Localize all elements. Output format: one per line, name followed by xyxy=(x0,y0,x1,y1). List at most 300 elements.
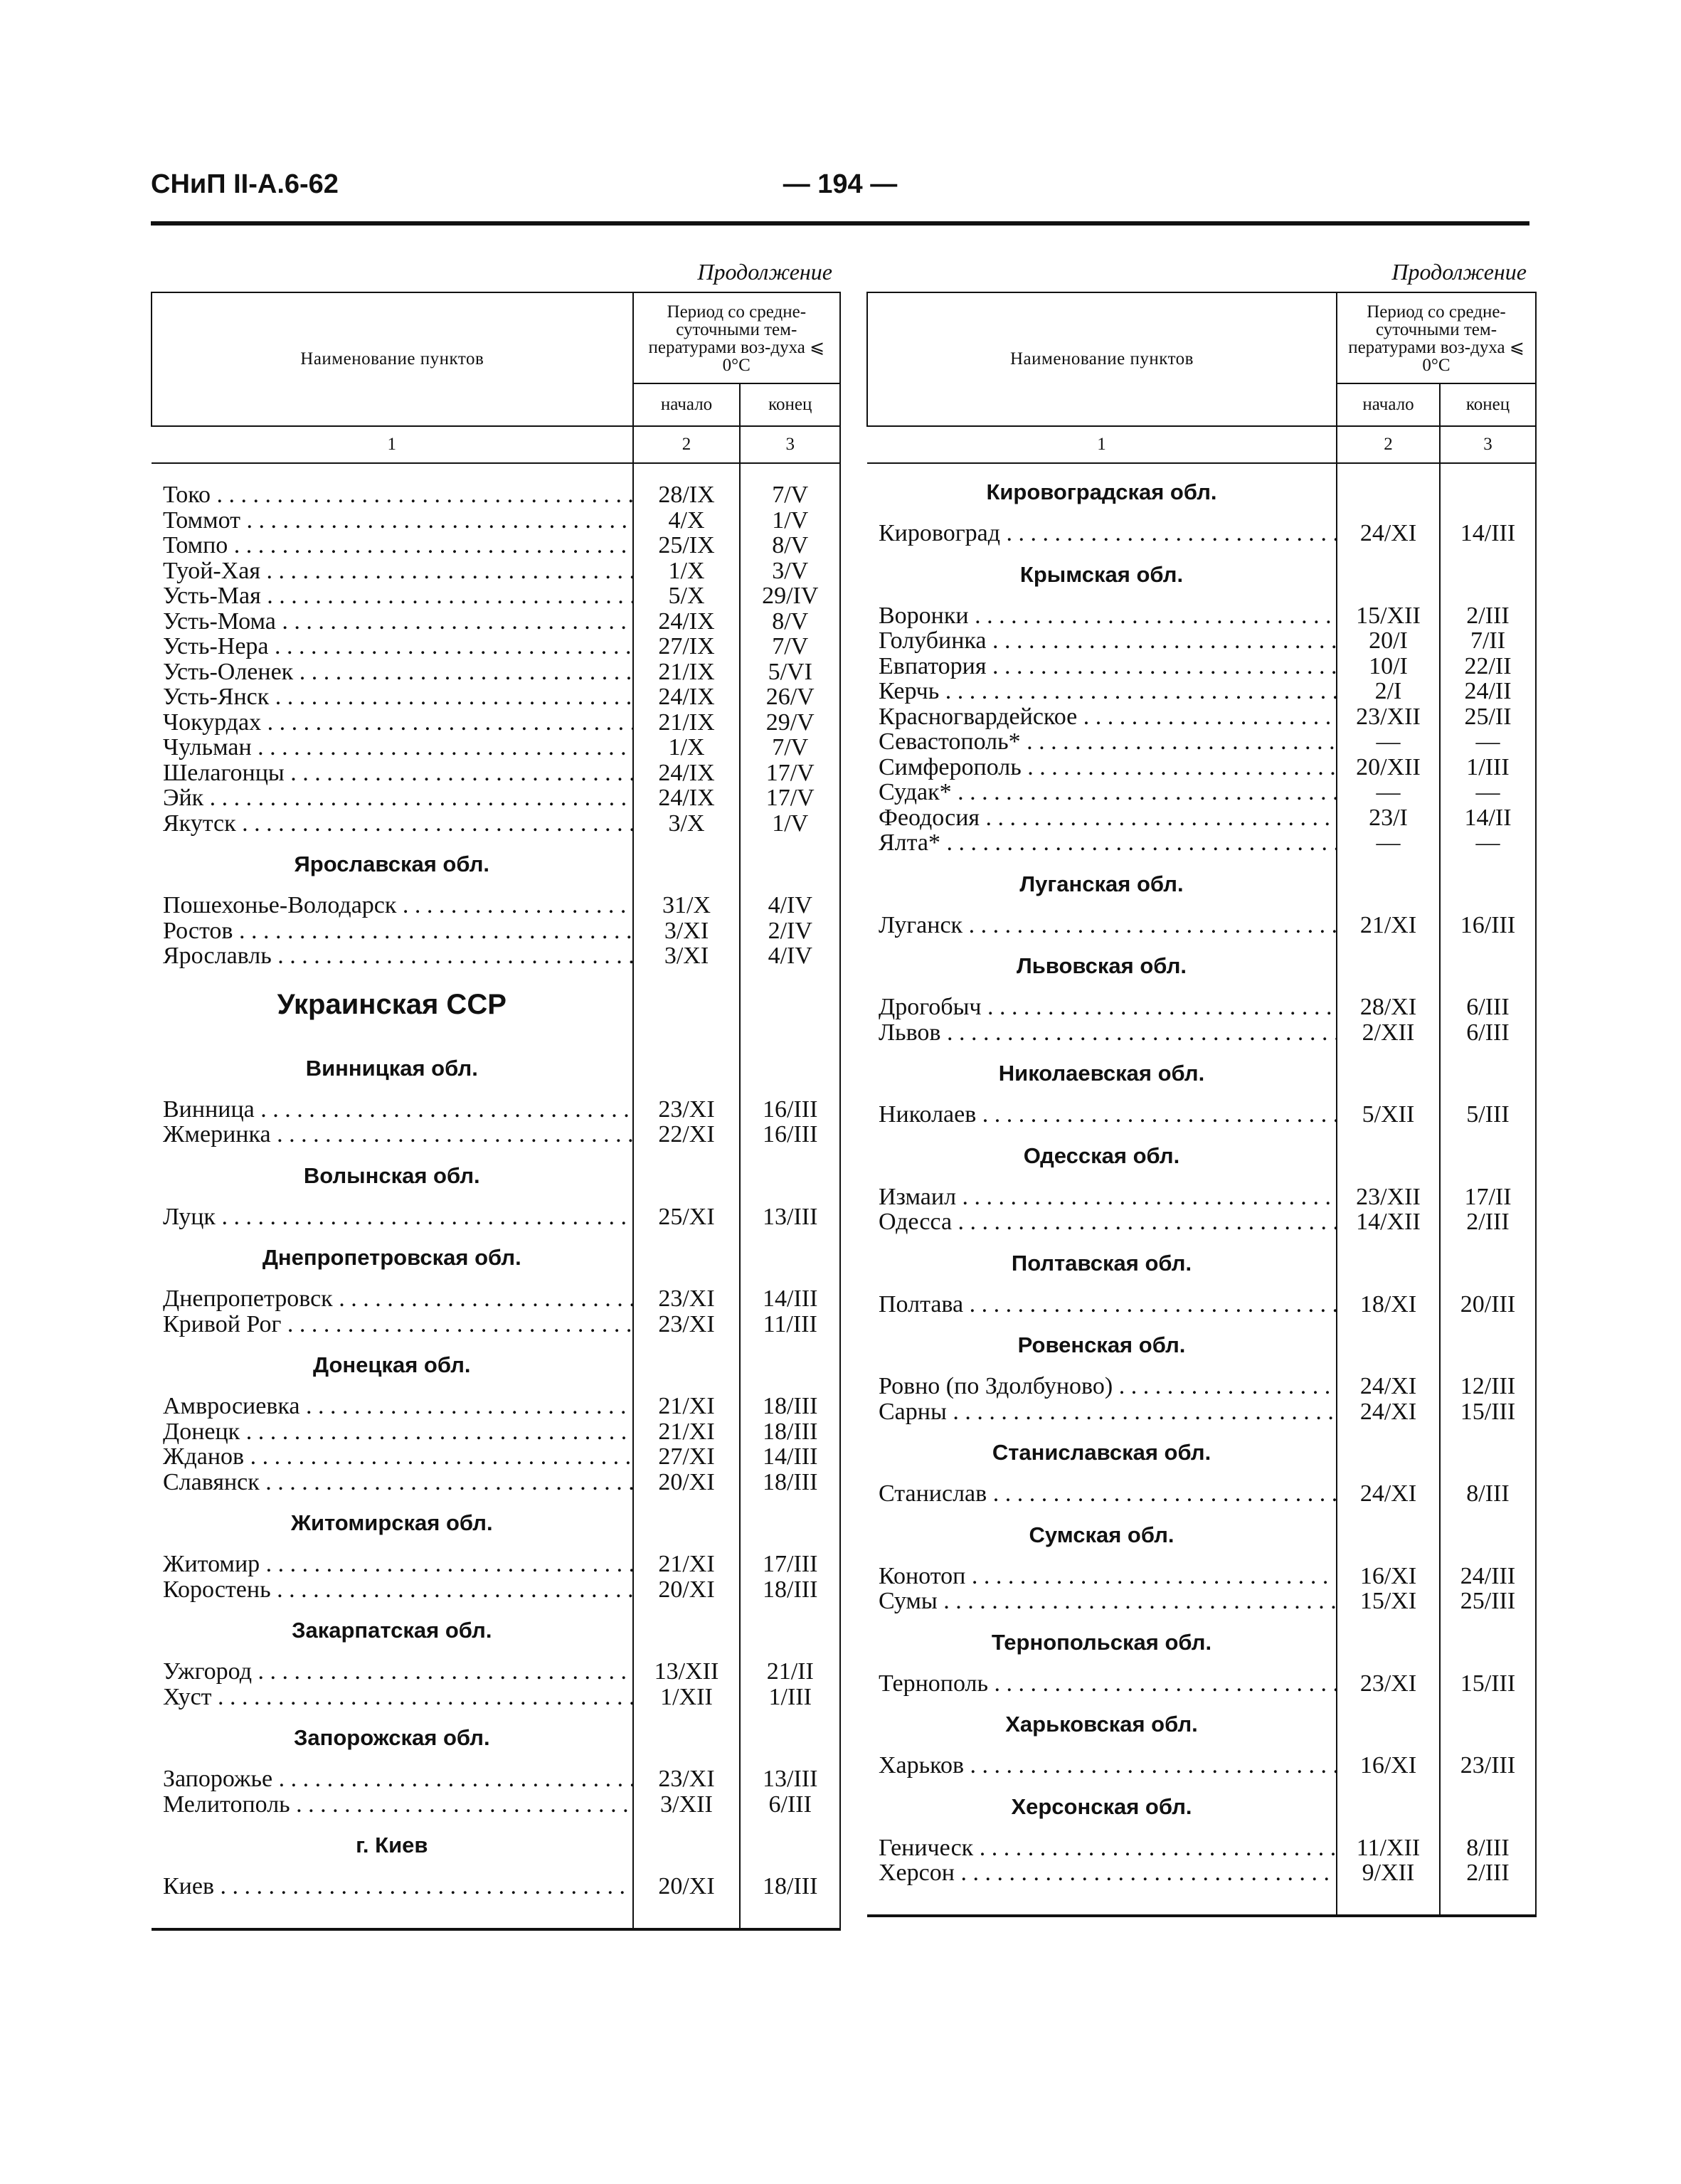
period-start: 21/XI xyxy=(1337,913,1440,938)
table-row xyxy=(152,1659,840,1685)
leader-dots xyxy=(988,1671,1337,1697)
leader-dots xyxy=(1077,704,1337,730)
leader-dots xyxy=(285,760,633,786)
period-end: 23/III xyxy=(1440,1753,1536,1779)
region-heading-row xyxy=(867,1128,1536,1184)
period-start: 25/IX xyxy=(633,533,741,558)
republic-heading: Украинская ССР xyxy=(277,988,507,1020)
period-start: 24/IX xyxy=(633,609,741,635)
period-end: 18/III xyxy=(740,1419,840,1445)
period-start: 24/IX xyxy=(633,785,741,811)
period-end: 6/III xyxy=(740,1792,840,1818)
table-row xyxy=(867,1860,1536,1886)
period-start: 21/IX xyxy=(633,710,741,736)
period-end: 8/V xyxy=(740,609,840,635)
table-row xyxy=(152,508,840,534)
place-name: Красногвардейское xyxy=(879,704,1078,729)
region-heading-row xyxy=(152,1337,840,1394)
period-start: 5/XII xyxy=(1337,1102,1440,1128)
period-end: 16/III xyxy=(740,1122,840,1147)
leader-dots xyxy=(260,1470,633,1495)
region-heading: Закарпатская обл. xyxy=(292,1618,492,1643)
place-name: Амвросиевка xyxy=(163,1394,300,1419)
period-end: 1/III xyxy=(1440,755,1536,780)
table-row xyxy=(152,1097,840,1123)
table-row xyxy=(152,1577,840,1603)
period-end: 29/V xyxy=(740,710,840,736)
region-heading: Кировоградская обл. xyxy=(986,479,1217,504)
region-heading: г. Киев xyxy=(356,1833,428,1857)
left-column xyxy=(151,256,841,1931)
place-name: Винница xyxy=(163,1096,255,1122)
period-end: 2/IV xyxy=(740,918,840,944)
period-start: 23/XI xyxy=(633,1097,741,1123)
period-end: 7/V xyxy=(740,735,840,760)
period-start: 2/XII xyxy=(1337,1020,1440,1046)
period-end: 17/II xyxy=(1440,1184,1536,1210)
leader-dots xyxy=(1000,521,1337,546)
region-heading-row xyxy=(867,1424,1536,1481)
header-col-1: 1 xyxy=(867,426,1337,463)
leader-dots xyxy=(956,1184,1337,1210)
header-col-2: 2 xyxy=(633,426,741,463)
table-row xyxy=(867,1292,1536,1318)
period-end: 20/III xyxy=(1440,1292,1536,1318)
table-row xyxy=(152,1444,840,1470)
leader-dots xyxy=(272,943,633,969)
leader-dots xyxy=(233,918,632,944)
period-end: 15/III xyxy=(1440,1399,1536,1425)
right-table xyxy=(866,292,1537,1917)
leader-dots xyxy=(939,679,1337,704)
place-name: Сарны xyxy=(879,1399,947,1424)
leader-dots xyxy=(244,1444,632,1470)
place-name: Туой-Хая xyxy=(163,558,261,583)
region-heading-row xyxy=(152,1602,840,1659)
region-heading-row xyxy=(867,856,1536,913)
period-end: 16/III xyxy=(1440,913,1536,938)
table-bottom-row xyxy=(152,1899,840,1929)
period-start: 20/XI xyxy=(633,1577,741,1603)
page-header xyxy=(151,169,1529,212)
right-table-body xyxy=(867,463,1536,1916)
header-period: Период со средне-суточными тем-пературами воз-духа ⩽ 0°С xyxy=(1337,292,1536,383)
period-start: 9/XII xyxy=(1337,1860,1440,1886)
header-start: начало xyxy=(633,383,741,426)
period-end: 14/III xyxy=(740,1444,840,1470)
period-end: — xyxy=(1440,729,1536,755)
header-rule xyxy=(151,221,1529,226)
period-start: 1/XII xyxy=(633,1685,741,1710)
region-heading-row xyxy=(867,938,1536,995)
place-name: Сумы xyxy=(879,1589,938,1614)
place-name: Славянск xyxy=(163,1469,260,1495)
region-heading: Полтавская обл. xyxy=(1011,1250,1192,1276)
leader-dots xyxy=(212,1685,633,1710)
region-heading-row xyxy=(152,836,840,893)
place-name: Жмеринка xyxy=(163,1122,271,1147)
period-end: 26/V xyxy=(740,684,840,710)
period-end: 8/III xyxy=(1440,1835,1536,1861)
leader-dots xyxy=(255,1097,633,1123)
period-end: 25/III xyxy=(1440,1589,1536,1614)
table-row xyxy=(867,679,1536,704)
period-start: 24/XI xyxy=(1337,1481,1440,1507)
table-row xyxy=(152,1286,840,1312)
period-start: 23/XII xyxy=(1337,704,1440,730)
table-row xyxy=(867,603,1536,629)
period-start: 24/IX xyxy=(633,760,741,786)
period-end: 24/III xyxy=(1440,1564,1536,1589)
leader-dots xyxy=(271,1577,633,1603)
leader-dots xyxy=(969,603,1337,629)
leader-dots xyxy=(216,1204,633,1230)
period-start: 13/XII xyxy=(633,1659,741,1685)
period-end: 5/VI xyxy=(740,659,840,685)
table-row xyxy=(152,735,840,760)
period-start: — xyxy=(1337,830,1440,856)
place-name: Усть-Оленек xyxy=(163,659,294,684)
place-name: Керчь xyxy=(879,679,940,704)
region-heading-row xyxy=(152,1709,840,1766)
region-heading-row xyxy=(152,1229,840,1286)
table-row xyxy=(867,628,1536,654)
period-start: 2/I xyxy=(1337,679,1440,704)
leader-dots xyxy=(261,583,633,609)
table-row xyxy=(152,684,840,710)
period-end: 4/IV xyxy=(740,943,840,969)
table-row xyxy=(152,1685,840,1710)
leader-dots xyxy=(211,482,633,508)
region-heading: Луганская обл. xyxy=(1019,871,1184,896)
table-row xyxy=(867,1374,1536,1399)
leader-dots xyxy=(396,893,632,918)
period-end: 14/III xyxy=(1440,521,1536,546)
leader-dots xyxy=(955,1860,1337,1886)
period-end: 16/III xyxy=(740,1097,840,1123)
leader-dots xyxy=(1021,729,1337,755)
leader-dots xyxy=(240,508,633,534)
table-row xyxy=(152,1419,840,1445)
region-heading: Запорожская обл. xyxy=(293,1725,490,1750)
left-table xyxy=(151,292,841,1931)
table-row xyxy=(867,1209,1536,1235)
region-heading: Тернопольская обл. xyxy=(991,1629,1212,1655)
table-row xyxy=(867,729,1536,755)
period-end: 18/III xyxy=(740,1577,840,1603)
place-name: Усть-Мома xyxy=(163,608,276,634)
period-end: 21/II xyxy=(740,1659,840,1685)
place-name: Геническ xyxy=(879,1835,974,1860)
place-name: Луганск xyxy=(879,912,963,938)
table-row xyxy=(867,1102,1536,1128)
region-heading-row xyxy=(867,1235,1536,1292)
leader-dots xyxy=(269,684,632,710)
place-name: Конотоп xyxy=(879,1563,966,1589)
leader-dots xyxy=(281,1312,632,1337)
place-name: Голубинка xyxy=(879,628,987,654)
period-start: 23/XI xyxy=(633,1286,741,1312)
place-name: Харьков xyxy=(879,1753,964,1779)
period-end: 15/III xyxy=(1440,1671,1536,1697)
leader-dots xyxy=(261,710,632,736)
table-row xyxy=(152,1122,840,1147)
place-name: Измаил xyxy=(879,1184,957,1209)
period-end: 13/III xyxy=(740,1766,840,1792)
period-end: 3/V xyxy=(740,558,840,584)
period-end: 18/III xyxy=(740,1470,840,1495)
leader-dots xyxy=(965,1564,1337,1589)
table-row xyxy=(152,893,840,918)
region-heading-row xyxy=(152,1040,840,1097)
period-end: — xyxy=(1440,830,1536,856)
leader-dots xyxy=(290,1792,633,1818)
period-start: 5/X xyxy=(633,583,741,609)
table-row xyxy=(867,654,1536,679)
period-end: 6/III xyxy=(1440,1020,1536,1046)
table-row xyxy=(152,482,840,508)
table-row xyxy=(867,1835,1536,1861)
page-number: — 194 — xyxy=(783,169,898,199)
table-row xyxy=(152,943,840,969)
place-name: Станислав xyxy=(879,1481,987,1507)
table-row xyxy=(152,659,840,685)
leader-dots xyxy=(252,1659,633,1685)
leader-dots xyxy=(986,654,1337,679)
place-name: Дрогобыч xyxy=(879,995,982,1020)
place-name: Днепропетровск xyxy=(163,1286,333,1312)
table-bottom-row xyxy=(867,1886,1536,1916)
period-end: 18/III xyxy=(740,1874,840,1899)
place-name: Луцк xyxy=(163,1204,216,1229)
leader-dots xyxy=(987,628,1337,654)
period-start: 15/XI xyxy=(1337,1589,1440,1614)
period-end: 8/III xyxy=(1440,1481,1536,1507)
place-name: Ростов xyxy=(163,918,233,943)
period-start: 18/XI xyxy=(1337,1292,1440,1318)
spacer-row xyxy=(152,463,840,482)
leader-dots xyxy=(214,1874,633,1899)
period-end: 6/III xyxy=(1440,995,1536,1020)
period-end: 2/III xyxy=(1440,1860,1536,1886)
table-row xyxy=(867,1589,1536,1614)
leader-dots xyxy=(982,995,1337,1020)
leader-dots xyxy=(987,1481,1337,1507)
period-end: 4/IV xyxy=(740,893,840,918)
region-heading: Львовская обл. xyxy=(1017,953,1187,978)
table-row xyxy=(867,755,1536,780)
period-start: 3/X xyxy=(633,811,741,837)
region-heading-row xyxy=(867,1779,1536,1835)
period-end: 17/V xyxy=(740,760,840,786)
place-name: Якутск xyxy=(163,810,236,836)
table-row xyxy=(867,805,1536,831)
place-name: Усть-Мая xyxy=(163,583,261,609)
leader-dots xyxy=(964,1753,1337,1779)
period-start: 3/XI xyxy=(633,943,741,969)
leader-dots xyxy=(938,1589,1337,1614)
period-end: 24/II xyxy=(1440,679,1536,704)
header-end: конец xyxy=(1440,383,1536,426)
period-start: 3/XI xyxy=(633,918,741,944)
table-row xyxy=(152,811,840,837)
region-heading: Винницкая обл. xyxy=(305,1055,478,1081)
period-start: 23/XII xyxy=(1337,1184,1440,1210)
place-name: Николаев xyxy=(879,1102,977,1128)
place-name: Севастополь* xyxy=(879,729,1021,755)
right-column xyxy=(866,256,1535,1917)
header-col-3: 3 xyxy=(740,426,840,463)
period-start: 24/XI xyxy=(1337,1399,1440,1425)
region-heading: Херсонская обл. xyxy=(1011,1793,1192,1819)
period-start: 15/XII xyxy=(1337,603,1440,629)
period-start: 31/X xyxy=(633,893,741,918)
place-name: Коростень xyxy=(163,1576,271,1602)
place-name: Ялта* xyxy=(879,830,941,856)
leader-dots xyxy=(293,659,632,685)
document-code: СНиП II-А.6-62 xyxy=(151,169,339,199)
place-name: Евпатория xyxy=(879,653,987,679)
period-end: 14/II xyxy=(1440,805,1536,831)
period-end: 1/V xyxy=(740,811,840,837)
table-row xyxy=(152,1874,840,1899)
period-start: 4/X xyxy=(633,508,741,534)
leader-dots xyxy=(260,558,633,584)
table-row xyxy=(152,583,840,609)
leader-dots xyxy=(940,830,1337,856)
leader-dots xyxy=(963,1292,1337,1318)
region-heading: Ровенская обл. xyxy=(1017,1332,1186,1357)
header-period: Период со средне-суточными тем-пературами воз-духа ⩽ 0°С xyxy=(633,292,840,383)
place-name: Токо xyxy=(163,482,211,508)
leader-dots xyxy=(973,1835,1337,1861)
table-row xyxy=(867,521,1536,546)
leader-dots xyxy=(252,735,633,760)
place-name: Эйк xyxy=(163,785,204,811)
table-row xyxy=(152,558,840,584)
period-start: 20/XI xyxy=(633,1470,741,1495)
leader-dots xyxy=(1022,755,1337,780)
place-name: Львов xyxy=(879,1019,941,1045)
period-start: 10/I xyxy=(1337,654,1440,679)
place-name: Жданов xyxy=(163,1444,245,1470)
period-end: 7/II xyxy=(1440,628,1536,654)
place-name: Херсон xyxy=(879,1860,955,1886)
period-start: 23/XI xyxy=(633,1312,741,1337)
region-heading: Станиславская обл. xyxy=(992,1440,1211,1465)
place-name: Усть-Янск xyxy=(163,684,270,710)
table-row xyxy=(867,995,1536,1020)
region-heading: Ярославская обл. xyxy=(294,852,490,876)
period-start: 14/XII xyxy=(1337,1209,1440,1235)
period-end: 2/III xyxy=(1440,603,1536,629)
place-name: Ярославль xyxy=(163,943,272,969)
region-heading: Донецкая обл. xyxy=(313,1352,471,1377)
table-row xyxy=(152,918,840,944)
period-start: 23/XI xyxy=(1337,1671,1440,1697)
table-row xyxy=(152,609,840,635)
period-start: 1/X xyxy=(633,558,741,584)
place-name: Воронки xyxy=(879,603,969,628)
period-end: 1/V xyxy=(740,508,840,534)
leader-dots xyxy=(947,1399,1337,1425)
leader-dots xyxy=(1113,1374,1337,1399)
place-name: Одесса xyxy=(879,1209,953,1235)
period-start: 24/IX xyxy=(633,684,741,710)
period-start: 25/XI xyxy=(633,1204,741,1230)
period-start: 20/XI xyxy=(633,1874,741,1899)
table-row xyxy=(867,1481,1536,1507)
region-heading: Одесская обл. xyxy=(1023,1143,1180,1168)
period-end: 17/III xyxy=(740,1552,840,1577)
leader-dots xyxy=(952,1209,1337,1235)
leader-dots xyxy=(980,805,1337,831)
period-end: 17/V xyxy=(740,785,840,811)
period-start: 27/XI xyxy=(633,1444,741,1470)
continuation-label: Продолжение xyxy=(1391,259,1527,285)
region-heading-row xyxy=(867,1614,1536,1671)
period-start: 1/X xyxy=(633,735,741,760)
period-end: 14/III xyxy=(740,1286,840,1312)
place-name: Томмот xyxy=(163,507,241,533)
table-row xyxy=(152,1552,840,1577)
leader-dots xyxy=(203,785,632,811)
region-heading-row xyxy=(867,546,1536,603)
period-end: 2/III xyxy=(1440,1209,1536,1235)
table-row xyxy=(152,1204,840,1230)
period-end: 18/III xyxy=(740,1394,840,1419)
period-start: 28/XI xyxy=(1337,995,1440,1020)
period-start: 21/IX xyxy=(633,659,741,685)
place-name: Томпо xyxy=(163,533,228,558)
period-start: 20/XII xyxy=(1337,755,1440,780)
period-start: 22/XI xyxy=(633,1122,741,1147)
table-row xyxy=(152,785,840,811)
table-row xyxy=(867,1564,1536,1589)
period-start: 16/XI xyxy=(1337,1564,1440,1589)
place-name: Тернополь xyxy=(879,1670,988,1696)
region-heading-row xyxy=(867,1507,1536,1564)
place-name: Кировоград xyxy=(879,521,1001,546)
table-row xyxy=(867,1399,1536,1425)
leader-dots xyxy=(940,1020,1337,1046)
period-start: 27/IX xyxy=(633,634,741,659)
place-name: Кривой Рог xyxy=(163,1311,282,1337)
period-start: — xyxy=(1337,780,1440,805)
period-start: 11/XII xyxy=(1337,1835,1440,1861)
table-row xyxy=(867,913,1536,938)
place-name: Мелитополь xyxy=(163,1791,290,1817)
region-heading: Волынская обл. xyxy=(303,1162,480,1188)
place-name: Шелагонцы xyxy=(163,760,285,785)
table-row xyxy=(152,1766,840,1792)
period-end: — xyxy=(1440,780,1536,805)
leader-dots xyxy=(276,609,633,635)
leader-dots xyxy=(333,1286,633,1312)
period-start: 24/XI xyxy=(1337,1374,1440,1399)
table-row xyxy=(152,1312,840,1337)
period-end: 8/V xyxy=(740,533,840,558)
header-end: конец xyxy=(740,383,840,426)
table-row xyxy=(867,1753,1536,1779)
period-end: 25/II xyxy=(1440,704,1536,730)
period-end: 1/III xyxy=(740,1685,840,1710)
period-start: 21/XI xyxy=(633,1394,741,1419)
period-start: 21/XI xyxy=(633,1419,741,1445)
header-name: Наименование пунктов xyxy=(152,292,633,426)
place-name: Хуст xyxy=(163,1684,212,1709)
region-heading-row xyxy=(152,1817,840,1874)
